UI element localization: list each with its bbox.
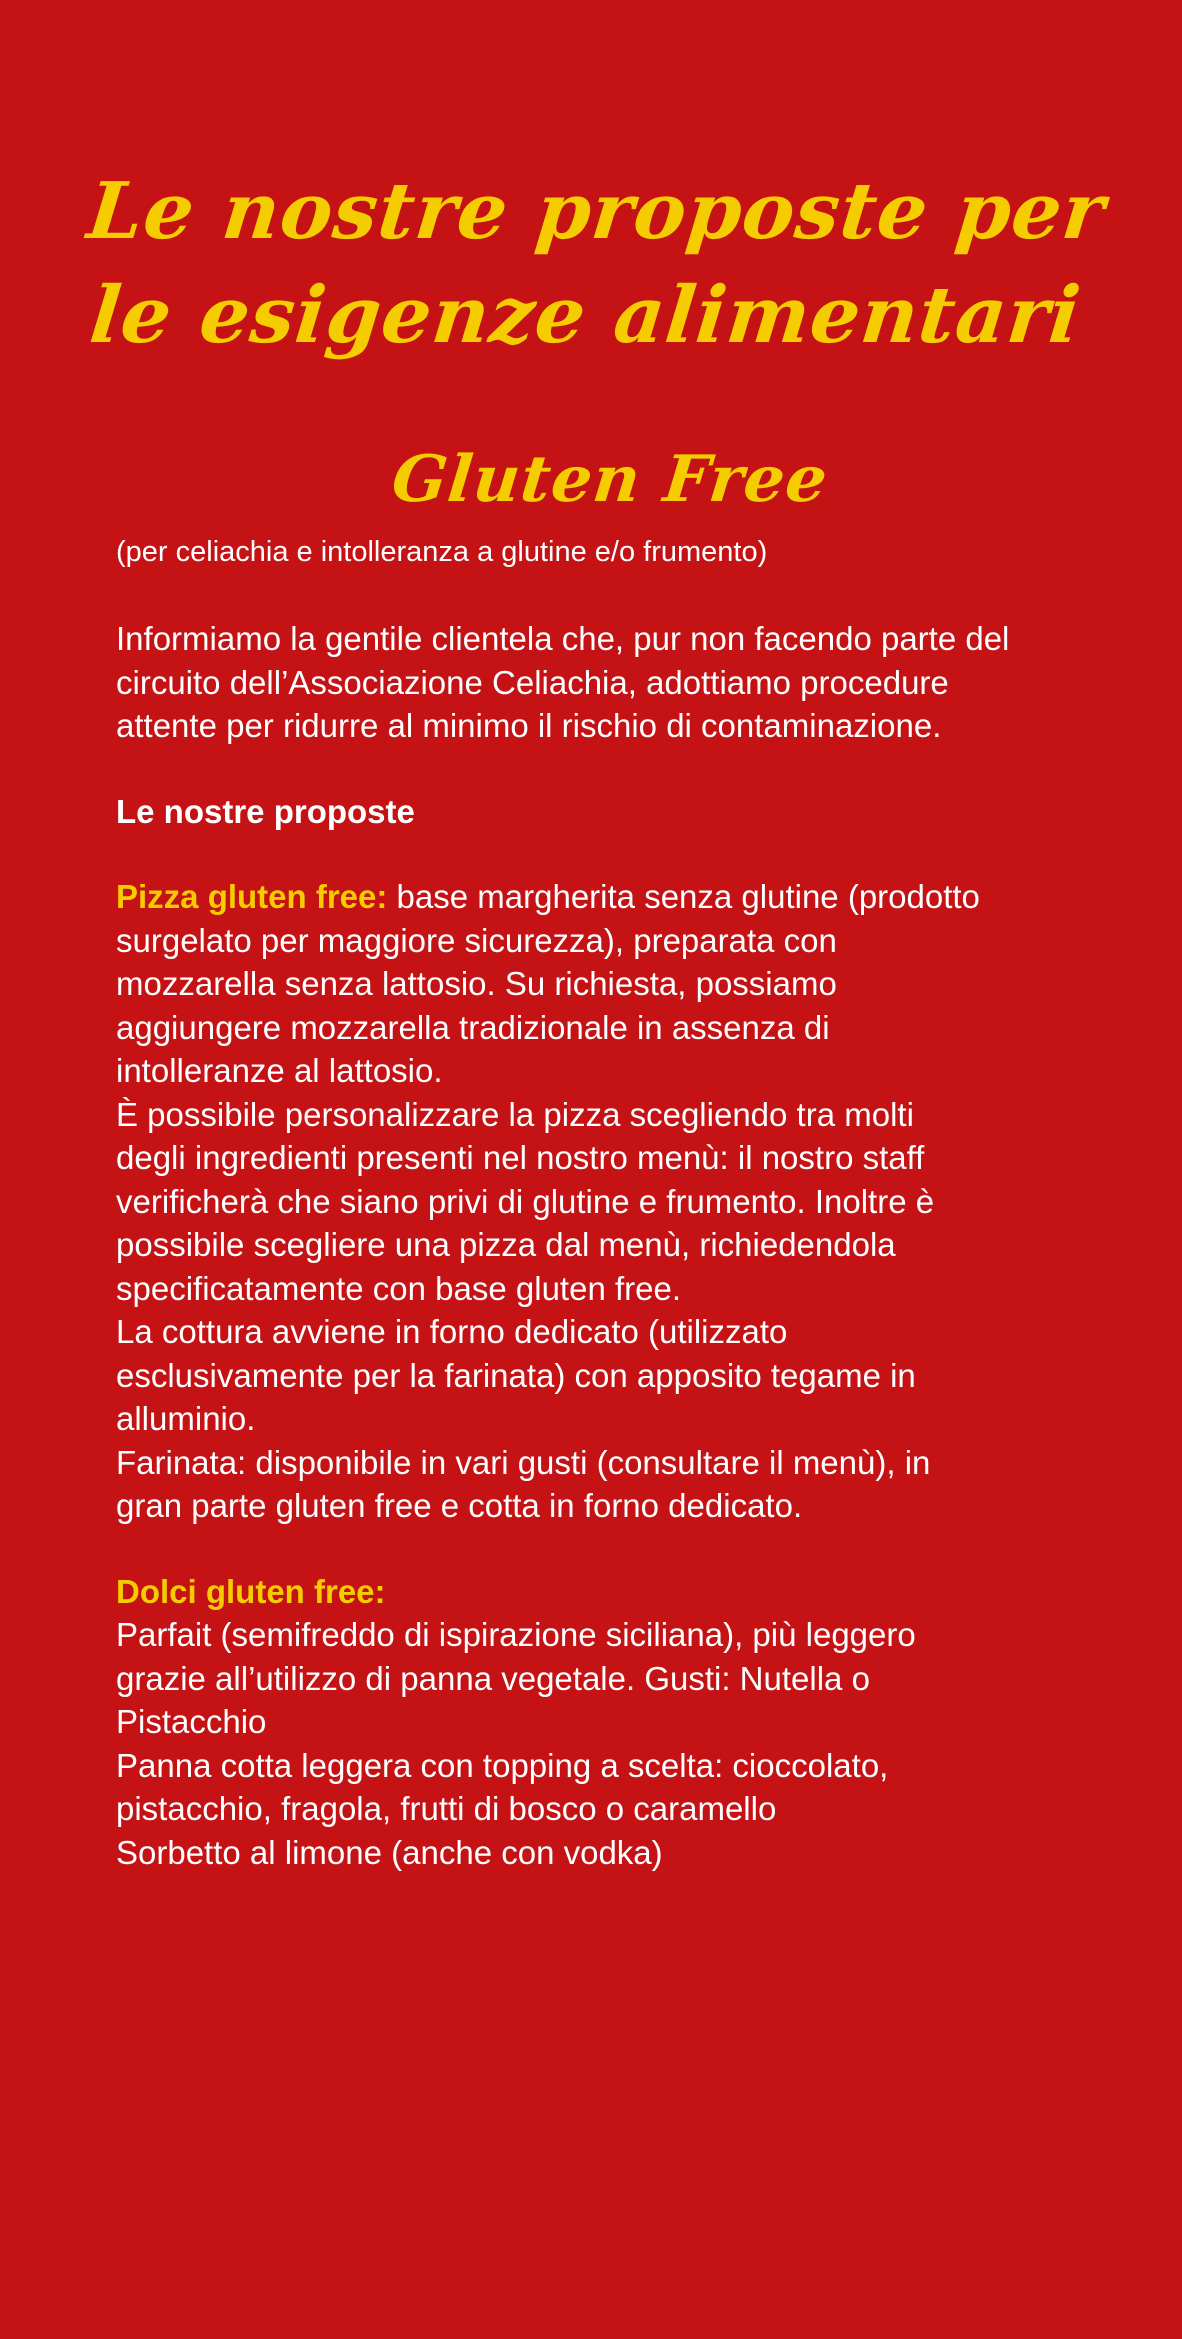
spacer (116, 574, 1106, 617)
pizza-line: possibile scegliere una pizza dal menù, richiedendola (116, 1226, 896, 1263)
desserts-line: Panna cotta leggera con topping a scelta: cioccolato, (116, 1746, 889, 1784)
intro-paragraph (116, 617, 1106, 748)
pizza-line: È possibile personalizzare la pizza scegliendo tra molti (116, 1095, 914, 1133)
intro-line: attente per ridurre al minimo il rischio di contaminazione. (116, 707, 942, 744)
pizza-line: Farinata: disponibile in vari gusti (consultare il menù), in (116, 1443, 931, 1481)
section-title-gluten-free: Gluten Free (388, 442, 832, 517)
spacer (116, 833, 1106, 875)
content-body (116, 530, 1106, 1874)
pizza-line: verificherà che siano privi di glutine e frumento. Inoltre è (116, 1182, 935, 1220)
pizza-line: specificatamente con base gluten free. (116, 1269, 682, 1307)
pizza-line: gran parte gluten free e cotta in forno dedicato. (116, 1487, 803, 1524)
desserts-line: Pistacchio (116, 1703, 267, 1740)
pizza-line: intolleranze al lattosio. (116, 1052, 443, 1089)
pizza-paragraph (116, 875, 1106, 1528)
pizza-first-line-text: base margherita senza glutine (prodotto (387, 878, 980, 915)
pizza-line: aggiungere mozzarella tradizionale in assenza di (116, 1008, 830, 1046)
spacer (116, 748, 1106, 790)
section-subtitle: (per celiachia e intolleranza a glutine e/o frumento) (116, 536, 768, 568)
proposals-heading: Le nostre proposte (116, 792, 415, 830)
page-title (0, 160, 1182, 368)
pizza-line: mozzarella senza lattosio. Su richiesta, possiamo (116, 965, 837, 1002)
desserts-line: Parfait (semifreddo di ispirazione siciliana), più leggero (116, 1616, 916, 1653)
pizza-line: alluminio. (116, 1400, 256, 1437)
desserts-line: pistacchio, fragola, frutti di bosco o caramello (116, 1790, 777, 1827)
pizza-line: surgelato per maggiore sicurezza), preparata con (116, 921, 837, 959)
desserts-line: Sorbetto al limone (anche con vodka) (116, 1833, 663, 1871)
desserts-paragraph (116, 1570, 1106, 1875)
spacer (116, 1528, 1106, 1570)
page-title-line-2: le esigenze alimentari (86, 270, 1086, 361)
pizza-label: Pizza gluten free: (116, 878, 388, 915)
pizza-first-line (116, 875, 1106, 919)
page-title-line-1: Le nostre proposte per (83, 166, 1110, 257)
desserts-line: grazie all’utilizzo di panna vegetale. Gusti: Nutella o (116, 1659, 870, 1697)
pizza-line: La cottura avviene in forno dedicato (utilizzato (116, 1313, 788, 1350)
pizza-line: esclusivamente per la farinata) con apposito tegame in (116, 1356, 916, 1394)
intro-line: circuito dell’Associazione Celiachia, adottiamo procedure (116, 663, 949, 701)
intro-line: Informiamo la gentile clientela che, pur non facendo parte del (116, 620, 1010, 657)
desserts-label: Dolci gluten free: (116, 1572, 386, 1610)
pizza-line: degli ingredienti presenti nel nostro menù: il nostro staff (116, 1139, 925, 1176)
